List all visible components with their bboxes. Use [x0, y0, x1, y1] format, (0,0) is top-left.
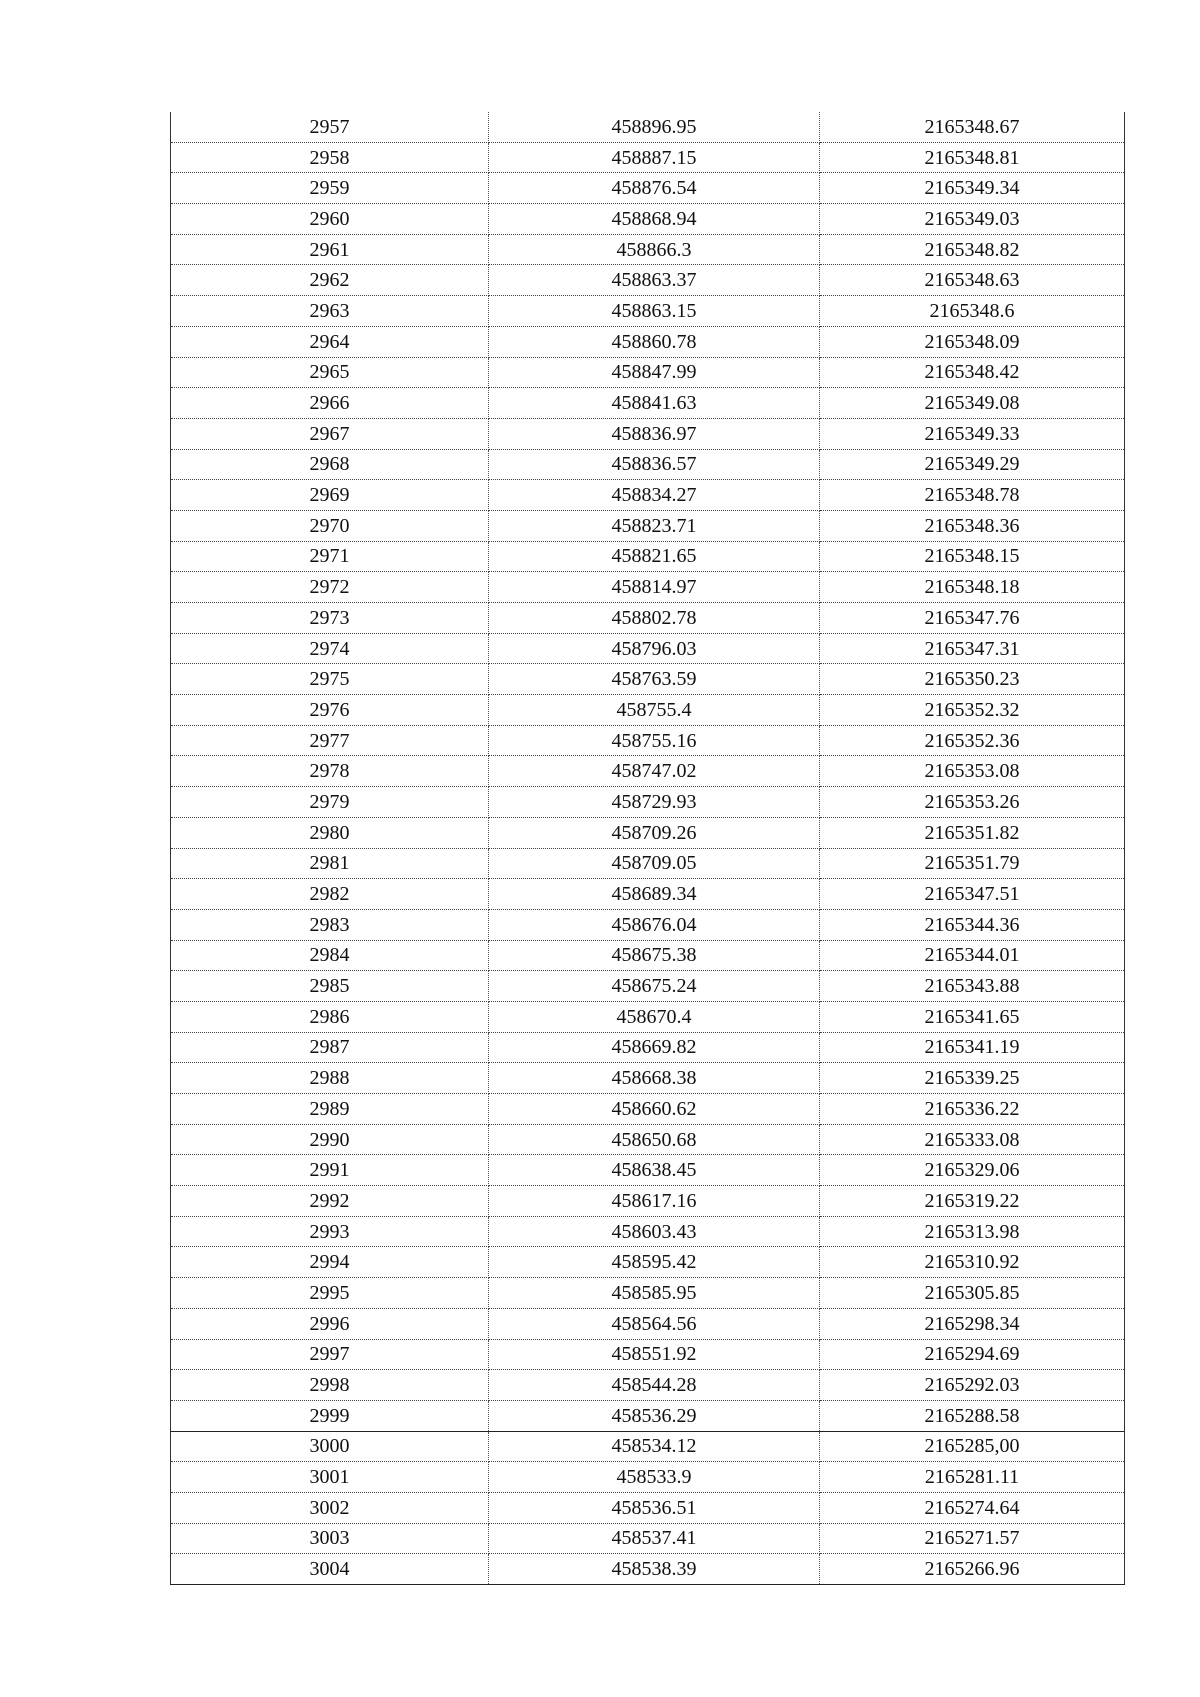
table-row — [171, 265, 1125, 296]
coordinates-table-body — [171, 112, 1125, 1585]
table-row — [171, 1554, 1125, 1585]
x-coordinate-cell: 458755.16 — [489, 725, 820, 756]
x-coordinate-cell: 458585.95 — [489, 1278, 820, 1309]
y-coordinate-cell: 2165353.08 — [820, 756, 1125, 787]
x-coordinate-cell: 458676.04 — [489, 909, 820, 940]
y-coordinate-cell: 2165348.6 — [820, 296, 1125, 327]
y-coordinate-cell: 2165274.64 — [820, 1492, 1125, 1523]
point-number-cell: 2969 — [171, 480, 489, 511]
point-number-cell: 2974 — [171, 633, 489, 664]
table-row — [171, 204, 1125, 235]
table-row — [171, 1462, 1125, 1493]
point-number-cell: 3001 — [171, 1462, 489, 1493]
point-number-cell: 2978 — [171, 756, 489, 787]
x-coordinate-cell: 458669.82 — [489, 1032, 820, 1063]
table-row — [171, 603, 1125, 634]
x-coordinate-cell: 458617.16 — [489, 1186, 820, 1217]
x-coordinate-cell: 458689.34 — [489, 879, 820, 910]
table-row — [171, 480, 1125, 511]
x-coordinate-cell: 458847.99 — [489, 357, 820, 388]
x-coordinate-cell: 458747.02 — [489, 756, 820, 787]
table-row — [171, 971, 1125, 1002]
x-coordinate-cell: 458638.45 — [489, 1155, 820, 1186]
y-coordinate-cell: 2165348.63 — [820, 265, 1125, 296]
x-coordinate-cell: 458564.56 — [489, 1308, 820, 1339]
point-number-cell: 2973 — [171, 603, 489, 634]
table-row — [171, 1278, 1125, 1309]
table-row — [171, 142, 1125, 173]
point-number-cell: 3003 — [171, 1523, 489, 1554]
x-coordinate-cell: 458675.24 — [489, 971, 820, 1002]
y-coordinate-cell: 2165347.31 — [820, 633, 1125, 664]
point-number-cell: 2962 — [171, 265, 489, 296]
table-row — [171, 541, 1125, 572]
x-coordinate-cell: 458836.57 — [489, 449, 820, 480]
x-coordinate-cell: 458841.63 — [489, 388, 820, 419]
y-coordinate-cell: 2165349.33 — [820, 418, 1125, 449]
point-number-cell: 2960 — [171, 204, 489, 235]
table-row — [171, 1431, 1125, 1462]
point-number-cell: 2983 — [171, 909, 489, 940]
x-coordinate-cell: 458729.93 — [489, 787, 820, 818]
x-coordinate-cell: 458668.38 — [489, 1063, 820, 1094]
y-coordinate-cell: 2165294.69 — [820, 1339, 1125, 1370]
y-coordinate-cell: 2165348.78 — [820, 480, 1125, 511]
table-row — [171, 1094, 1125, 1125]
x-coordinate-cell: 458534.12 — [489, 1431, 820, 1462]
point-number-cell: 2965 — [171, 357, 489, 388]
x-coordinate-cell: 458887.15 — [489, 142, 820, 173]
x-coordinate-cell: 458802.78 — [489, 603, 820, 634]
table-row — [171, 1216, 1125, 1247]
table-row — [171, 1247, 1125, 1278]
x-coordinate-cell: 458823.71 — [489, 510, 820, 541]
x-coordinate-cell: 458896.95 — [489, 112, 820, 142]
x-coordinate-cell: 458660.62 — [489, 1094, 820, 1125]
point-number-cell: 3004 — [171, 1554, 489, 1585]
x-coordinate-cell: 458876.54 — [489, 173, 820, 204]
y-coordinate-cell: 2165348.67 — [820, 112, 1125, 142]
y-coordinate-cell: 2165350.23 — [820, 664, 1125, 695]
x-coordinate-cell: 458544.28 — [489, 1370, 820, 1401]
x-coordinate-cell: 458834.27 — [489, 480, 820, 511]
y-coordinate-cell: 2165353.26 — [820, 787, 1125, 818]
y-coordinate-cell: 2165281.11 — [820, 1462, 1125, 1493]
point-number-cell: 2998 — [171, 1370, 489, 1401]
y-coordinate-cell: 2165352.32 — [820, 695, 1125, 726]
table-row — [171, 1001, 1125, 1032]
y-coordinate-cell: 2165288.58 — [820, 1400, 1125, 1431]
x-coordinate-cell: 458537.41 — [489, 1523, 820, 1554]
point-number-cell: 2982 — [171, 879, 489, 910]
table-row — [171, 112, 1125, 142]
y-coordinate-cell: 2165349.34 — [820, 173, 1125, 204]
point-number-cell: 2987 — [171, 1032, 489, 1063]
x-coordinate-cell: 458533.9 — [489, 1462, 820, 1493]
point-number-cell: 2977 — [171, 725, 489, 756]
x-coordinate-cell: 458709.26 — [489, 817, 820, 848]
point-number-cell: 2989 — [171, 1094, 489, 1125]
table-row — [171, 418, 1125, 449]
point-number-cell: 2967 — [171, 418, 489, 449]
point-number-cell: 2984 — [171, 940, 489, 971]
y-coordinate-cell: 2165349.08 — [820, 388, 1125, 419]
y-coordinate-cell: 2165341.19 — [820, 1032, 1125, 1063]
x-coordinate-cell: 458538.39 — [489, 1554, 820, 1585]
point-number-cell: 2993 — [171, 1216, 489, 1247]
table-row — [171, 664, 1125, 695]
table-row — [171, 817, 1125, 848]
table-row — [171, 326, 1125, 357]
table-row — [171, 756, 1125, 787]
x-coordinate-cell: 458675.38 — [489, 940, 820, 971]
table-row — [171, 510, 1125, 541]
y-coordinate-cell: 2165305.85 — [820, 1278, 1125, 1309]
point-number-cell: 2957 — [171, 112, 489, 142]
x-coordinate-cell: 458860.78 — [489, 326, 820, 357]
y-coordinate-cell: 2165319.22 — [820, 1186, 1125, 1217]
point-number-cell: 2985 — [171, 971, 489, 1002]
point-number-cell: 2976 — [171, 695, 489, 726]
x-coordinate-cell: 458763.59 — [489, 664, 820, 695]
point-number-cell: 2961 — [171, 234, 489, 265]
y-coordinate-cell: 2165348.36 — [820, 510, 1125, 541]
point-number-cell: 2971 — [171, 541, 489, 572]
x-coordinate-cell: 458595.42 — [489, 1247, 820, 1278]
x-coordinate-cell: 458670.4 — [489, 1001, 820, 1032]
point-number-cell: 2980 — [171, 817, 489, 848]
y-coordinate-cell: 2165349.03 — [820, 204, 1125, 235]
point-number-cell: 2991 — [171, 1155, 489, 1186]
point-number-cell: 2992 — [171, 1186, 489, 1217]
y-coordinate-cell: 2165348.09 — [820, 326, 1125, 357]
y-coordinate-cell: 2165339.25 — [820, 1063, 1125, 1094]
x-coordinate-cell: 458863.37 — [489, 265, 820, 296]
y-coordinate-cell: 2165348.81 — [820, 142, 1125, 173]
table-row — [171, 848, 1125, 879]
table-row — [171, 357, 1125, 388]
point-number-cell: 3000 — [171, 1431, 489, 1462]
coordinates-table — [170, 112, 1125, 1585]
x-coordinate-cell: 458603.43 — [489, 1216, 820, 1247]
point-number-cell: 2970 — [171, 510, 489, 541]
table-row — [171, 1124, 1125, 1155]
x-coordinate-cell: 458796.03 — [489, 633, 820, 664]
y-coordinate-cell: 2165351.79 — [820, 848, 1125, 879]
table-row — [171, 879, 1125, 910]
point-number-cell: 2979 — [171, 787, 489, 818]
table-row — [171, 1186, 1125, 1217]
table-row — [171, 695, 1125, 726]
point-number-cell: 2981 — [171, 848, 489, 879]
x-coordinate-cell: 458866.3 — [489, 234, 820, 265]
table-row — [171, 1063, 1125, 1094]
x-coordinate-cell: 458709.05 — [489, 848, 820, 879]
table-row — [171, 787, 1125, 818]
y-coordinate-cell: 2165285,00 — [820, 1431, 1125, 1462]
point-number-cell: 2972 — [171, 572, 489, 603]
x-coordinate-cell: 458868.94 — [489, 204, 820, 235]
point-number-cell: 2975 — [171, 664, 489, 695]
x-coordinate-cell: 458536.29 — [489, 1400, 820, 1431]
y-coordinate-cell: 2165348.15 — [820, 541, 1125, 572]
table-row — [171, 388, 1125, 419]
table-row — [171, 1032, 1125, 1063]
y-coordinate-cell: 2165349.29 — [820, 449, 1125, 480]
point-number-cell: 2958 — [171, 142, 489, 173]
y-coordinate-cell: 2165329.06 — [820, 1155, 1125, 1186]
point-number-cell: 2994 — [171, 1247, 489, 1278]
y-coordinate-cell: 2165333.08 — [820, 1124, 1125, 1155]
y-coordinate-cell: 2165336.22 — [820, 1094, 1125, 1125]
y-coordinate-cell: 2165344.36 — [820, 909, 1125, 940]
y-coordinate-cell: 2165341.65 — [820, 1001, 1125, 1032]
x-coordinate-cell: 458551.92 — [489, 1339, 820, 1370]
point-number-cell: 2968 — [171, 449, 489, 480]
point-number-cell: 2986 — [171, 1001, 489, 1032]
table-row — [171, 1155, 1125, 1186]
table-row — [171, 725, 1125, 756]
y-coordinate-cell: 2165347.51 — [820, 879, 1125, 910]
table-row — [171, 449, 1125, 480]
x-coordinate-cell: 458836.97 — [489, 418, 820, 449]
table-row — [171, 940, 1125, 971]
point-number-cell: 2996 — [171, 1308, 489, 1339]
y-coordinate-cell: 2165352.36 — [820, 725, 1125, 756]
y-coordinate-cell: 2165347.76 — [820, 603, 1125, 634]
table-row — [171, 1492, 1125, 1523]
x-coordinate-cell: 458755.4 — [489, 695, 820, 726]
point-number-cell: 2966 — [171, 388, 489, 419]
table-row — [171, 1339, 1125, 1370]
y-coordinate-cell: 2165351.82 — [820, 817, 1125, 848]
point-number-cell: 2988 — [171, 1063, 489, 1094]
table-row — [171, 1400, 1125, 1431]
y-coordinate-cell: 2165310.92 — [820, 1247, 1125, 1278]
table-row — [171, 1523, 1125, 1554]
point-number-cell: 2959 — [171, 173, 489, 204]
point-number-cell: 2999 — [171, 1400, 489, 1431]
y-coordinate-cell: 2165266.96 — [820, 1554, 1125, 1585]
point-number-cell: 2963 — [171, 296, 489, 327]
y-coordinate-cell: 2165344.01 — [820, 940, 1125, 971]
point-number-cell: 2997 — [171, 1339, 489, 1370]
point-number-cell: 2990 — [171, 1124, 489, 1155]
table-row — [171, 909, 1125, 940]
table-row — [171, 173, 1125, 204]
y-coordinate-cell: 2165313.98 — [820, 1216, 1125, 1247]
point-number-cell: 2964 — [171, 326, 489, 357]
x-coordinate-cell: 458536.51 — [489, 1492, 820, 1523]
x-coordinate-cell: 458863.15 — [489, 296, 820, 327]
x-coordinate-cell: 458821.65 — [489, 541, 820, 572]
point-number-cell: 2995 — [171, 1278, 489, 1309]
table-row — [171, 572, 1125, 603]
point-number-cell: 3002 — [171, 1492, 489, 1523]
y-coordinate-cell: 2165348.82 — [820, 234, 1125, 265]
table-row — [171, 296, 1125, 327]
x-coordinate-cell: 458814.97 — [489, 572, 820, 603]
y-coordinate-cell: 2165348.42 — [820, 357, 1125, 388]
y-coordinate-cell: 2165343.88 — [820, 971, 1125, 1002]
y-coordinate-cell: 2165298.34 — [820, 1308, 1125, 1339]
y-coordinate-cell: 2165292.03 — [820, 1370, 1125, 1401]
table-row — [171, 1308, 1125, 1339]
x-coordinate-cell: 458650.68 — [489, 1124, 820, 1155]
table-row — [171, 234, 1125, 265]
table-row — [171, 633, 1125, 664]
y-coordinate-cell: 2165348.18 — [820, 572, 1125, 603]
table-row — [171, 1370, 1125, 1401]
y-coordinate-cell: 2165271.57 — [820, 1523, 1125, 1554]
